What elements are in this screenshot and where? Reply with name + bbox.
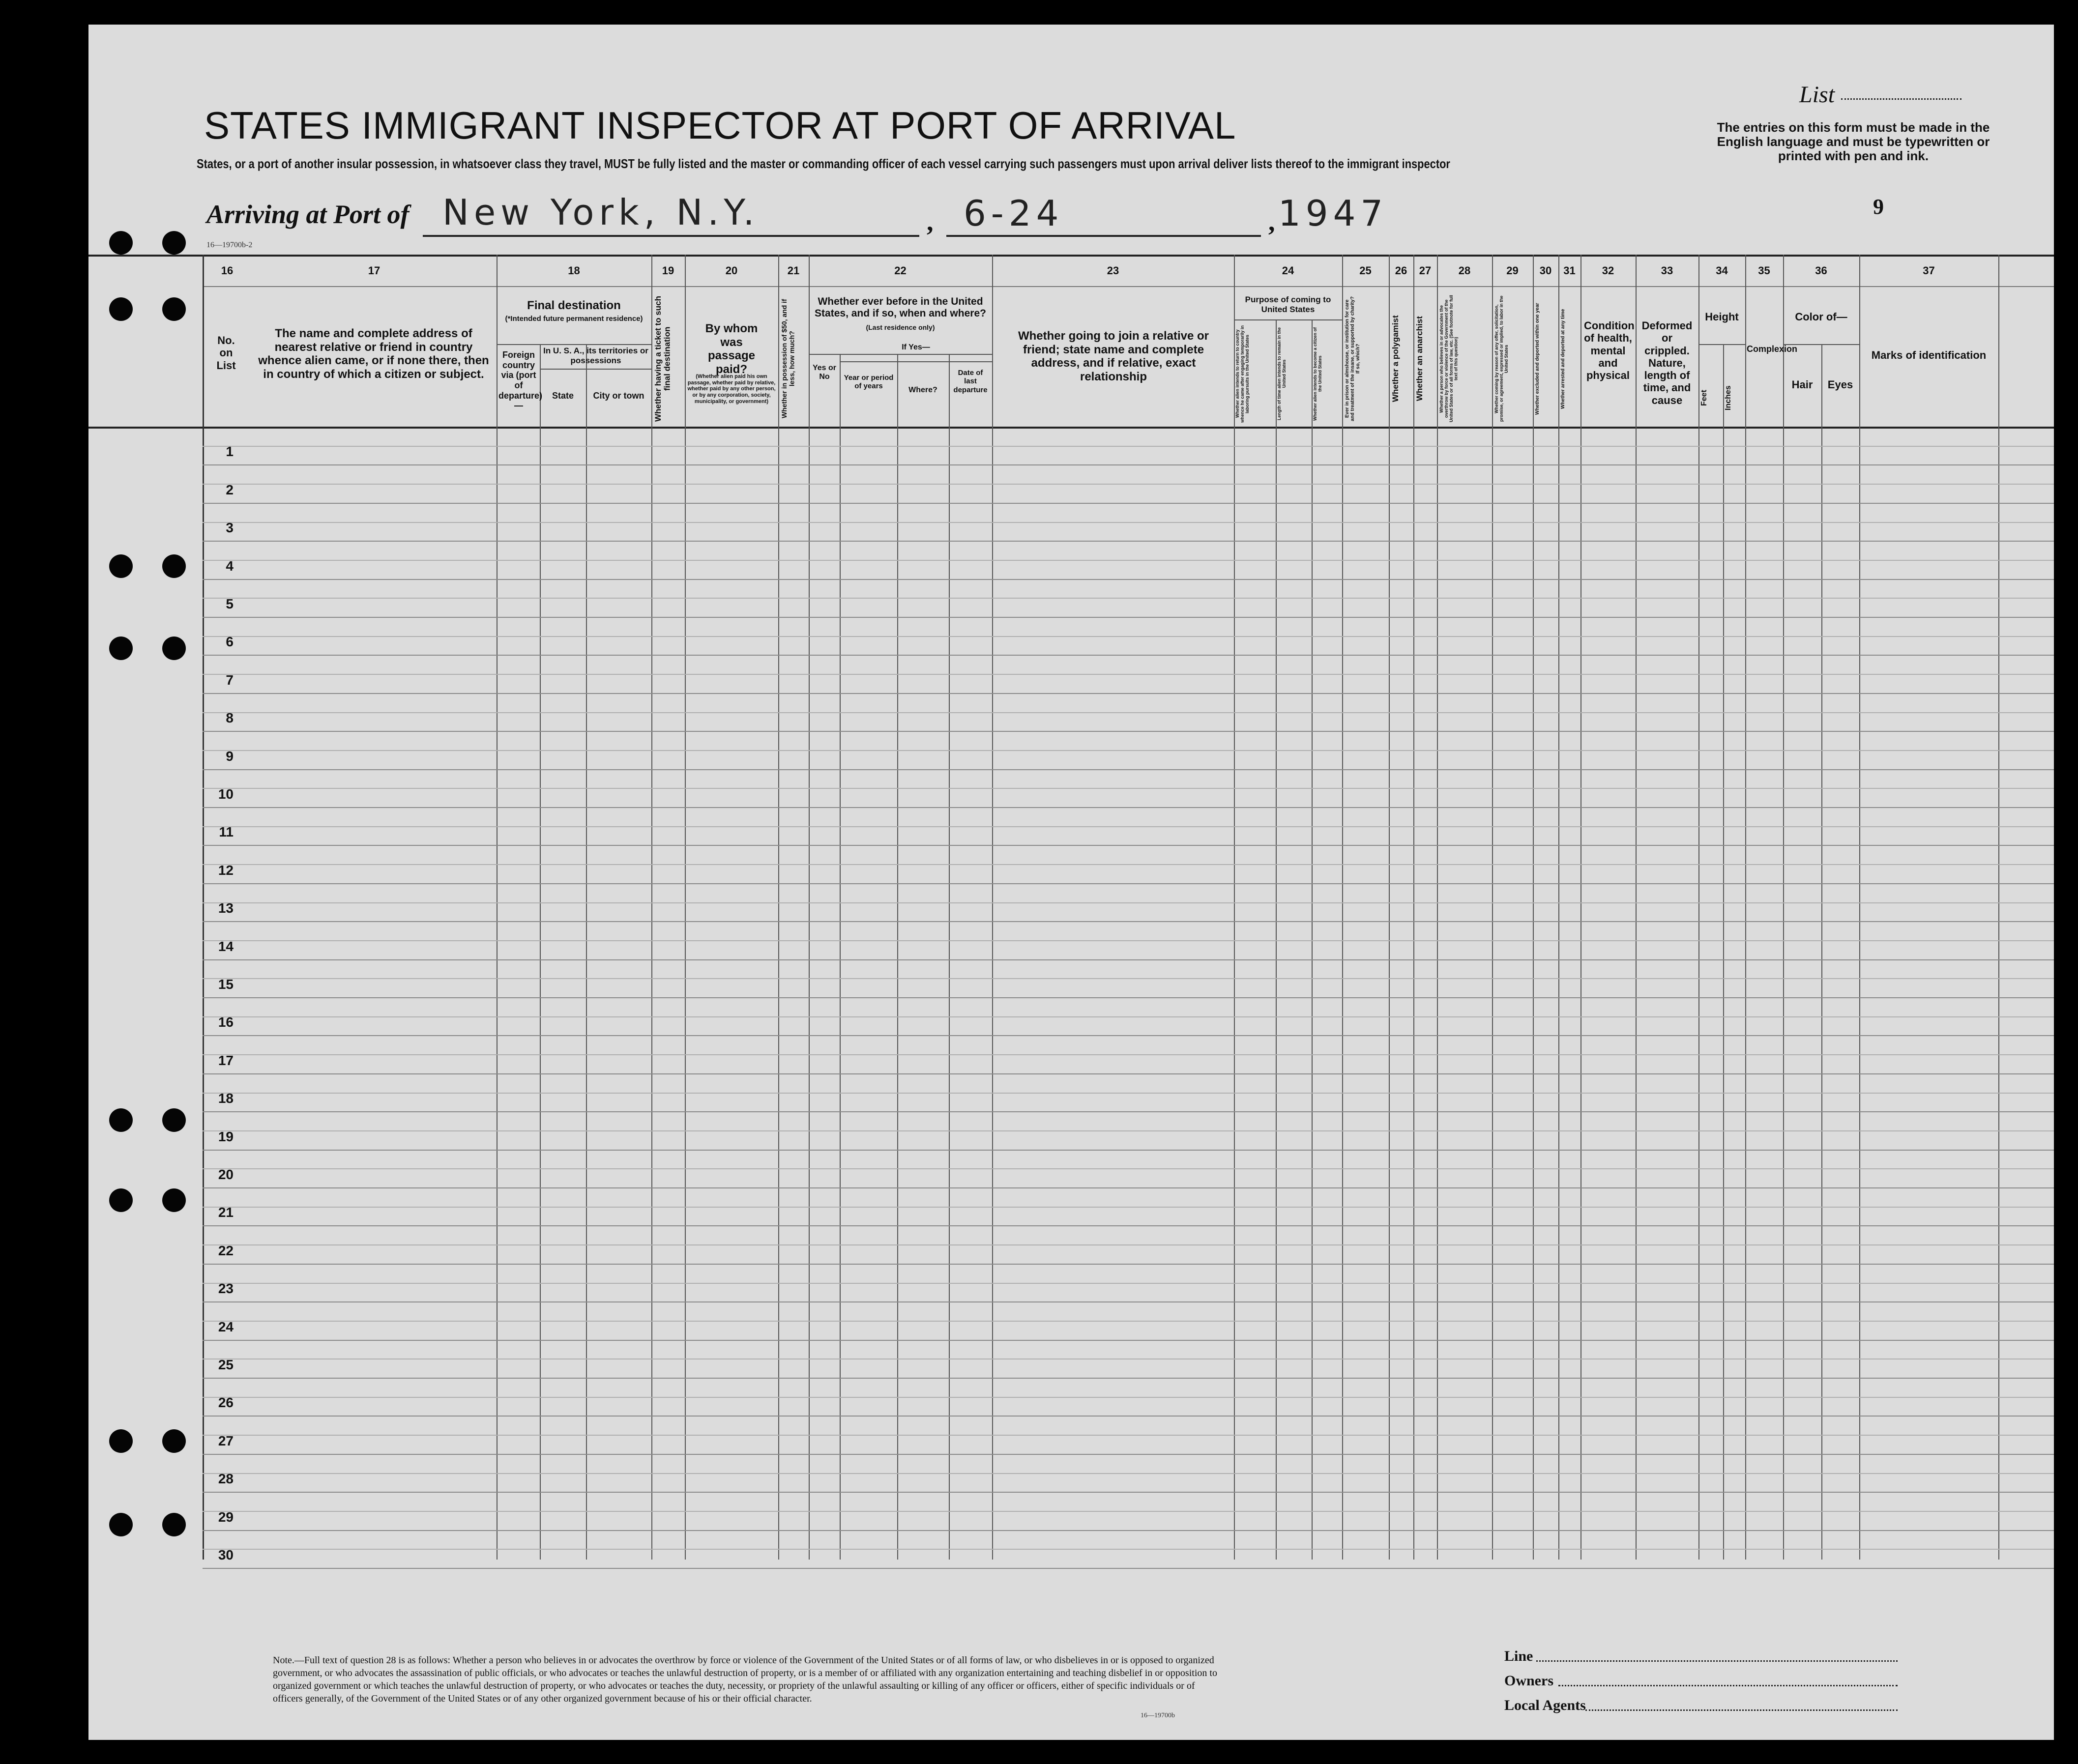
table-row-midline	[203, 750, 2054, 751]
arriving-label: Arriving at Port of	[206, 200, 410, 229]
header-overthrow: Whether a person who believes in or advocates the overthrow by force or violence of the Government of the United States or of all forms of law, etc. (See footnote for full text of this question)	[1439, 295, 1459, 423]
table-top-border	[88, 255, 2054, 257]
header-final-destination-sub: (*Intended future permanent residence)	[505, 315, 643, 323]
table-row-midline	[203, 1168, 2054, 1169]
table-row-midline	[203, 1283, 2054, 1284]
table-row-midline	[203, 446, 2054, 447]
table-row-midline	[203, 1130, 2054, 1131]
header-color-of: Color of—	[1795, 311, 1847, 323]
list-number-field[interactable]	[1841, 98, 1961, 100]
table-row-line	[203, 1416, 2054, 1417]
row-number: 7	[226, 672, 234, 688]
header-height: Height	[1705, 311, 1739, 323]
form-sheet	[88, 25, 2054, 1740]
table-row-line	[203, 1264, 2054, 1265]
header-going-to-join: Whether going to join a relative or friend; state name and complete address, and if relative, exact relationship	[1018, 329, 1209, 383]
header-purpose-a: Whether alien intends to return to country whence he came after engaging temporarily in laboring pursuits in the United States	[1235, 325, 1250, 423]
header-ever-before: Whether ever before in the United States, and if so, when and where?	[815, 296, 986, 319]
table-row-midline	[203, 1511, 2054, 1512]
table-row-midline	[203, 484, 2054, 485]
table-row-midline	[203, 978, 2054, 979]
row-number: 28	[218, 1471, 234, 1487]
table-row-line	[203, 503, 2054, 504]
header-foreign-country: Foreign country via (port of departure)—	[498, 350, 543, 411]
table-row-line	[203, 1568, 2054, 1569]
year-handwritten[interactable]: 1947	[1278, 193, 1388, 234]
table-row-line	[203, 807, 2054, 808]
punch-hole-icon	[109, 1513, 133, 1536]
line-field[interactable]	[1536, 1660, 1898, 1662]
header-purpose-b: Length of time alien intends to remain in the United States	[1277, 327, 1287, 421]
row-number: 27	[218, 1433, 234, 1448]
row-number: 5	[226, 596, 234, 611]
table-row-midline	[203, 1207, 2054, 1208]
punch-hole-icon	[162, 231, 186, 255]
row-number: 16	[218, 1014, 234, 1030]
table-row-line	[203, 464, 2054, 465]
comma-1: ,	[927, 207, 934, 236]
table-row-midline	[203, 826, 2054, 827]
header-feet: Feet	[1700, 390, 1708, 406]
port-handwritten[interactable]: New York, N.Y.	[442, 192, 760, 233]
row-number: 29	[218, 1509, 234, 1525]
header-prison: Ever in prison or almshouse, or institution for care and treatment of the insane, or supported by charity? If so, which?	[1345, 296, 1361, 421]
row-number: 17	[218, 1052, 234, 1068]
table-row-line	[203, 1150, 2054, 1151]
table-row-line	[203, 1378, 2054, 1379]
table-row-line	[203, 997, 2054, 998]
table-row-line	[203, 959, 2054, 960]
row-number: 23	[218, 1281, 234, 1297]
row-number: 9	[226, 748, 234, 764]
comma-2: ,	[1268, 207, 1275, 236]
row-number: 10	[218, 786, 234, 802]
row-number: 14	[218, 938, 234, 954]
table-row-midline	[203, 1549, 2054, 1550]
header-condition-health: Condition of health, mental and physical	[1584, 319, 1635, 382]
table-row-line	[203, 845, 2054, 846]
row-number: 20	[218, 1167, 234, 1182]
footnote-question-28: Note.—Full text of question 28 is as follows: Whether a person who believes in or advocates the overthrow by force or violence of the Government of the United States or of all forms of law, or who disbelieves in or is opposed to organized government, or who advocates the assassination of public officials, or who advocates or teaches the unlawful destruction of property, or is a member of or affiliated with any organization entertaining and teaching disbelief in or opposition to organized government or which teaches the unlawful destruction of property, or who advocates or teaches the duty, necessity, or propriety of the unlawful assaulting or killing of any officer or officers, either of specific individuals or of officers generally, of the Government of the United States or of any other organized government because of his or their official character.	[273, 1655, 1217, 1704]
page-title: STATES IMMIGRANT INSPECTOR AT PORT OF ARRIVAL	[204, 104, 1236, 147]
table-row-line	[203, 921, 2054, 922]
header-marks-identification: Marks of identification	[1871, 349, 1987, 361]
entries-note: The entries on this form must be made in the English language and must be typewritten or printed with pen and ink.	[1717, 120, 1990, 163]
page-number: 9	[1873, 195, 1884, 219]
table-row-midline	[203, 1244, 2054, 1245]
header-polygamist: Whether a polygamist	[1391, 315, 1400, 403]
row-number: 15	[218, 977, 234, 992]
row-number: 30	[218, 1547, 234, 1562]
row-number: 2	[226, 482, 234, 497]
table-row-midline	[203, 674, 2054, 675]
punch-hole-icon	[109, 1188, 133, 1212]
header-last-residence: (Last residence only)	[866, 323, 935, 331]
form-number-top: 16—19700b-2	[206, 241, 253, 249]
header-excluded-deported: Whether excluded and deported within one year	[1535, 303, 1540, 415]
punch-hole-icon	[109, 297, 133, 321]
row-number: 18	[218, 1091, 234, 1106]
punch-hole-icon	[162, 297, 186, 321]
table-row-midline	[203, 636, 2054, 637]
row-number: 26	[218, 1395, 234, 1411]
header-city-or-town: City or town	[593, 391, 644, 401]
row-number: 19	[218, 1128, 234, 1144]
table-row-midline	[203, 788, 2054, 789]
header-no-on-list: No. on List	[216, 334, 236, 372]
header-period-of-years: Year or period of years	[844, 374, 894, 391]
header-eyes: Eyes	[1827, 378, 1853, 391]
header-anarchist: Whether an anarchist	[1415, 316, 1424, 402]
row-number: 11	[219, 824, 234, 840]
table-row-midline	[203, 560, 2054, 561]
table-row-midline	[203, 1473, 2054, 1474]
table-row-line	[203, 1454, 2054, 1455]
punch-hole-icon	[162, 1188, 186, 1212]
header-date-last-departure: Date of last departure	[953, 369, 988, 394]
colnum-divider	[203, 286, 2054, 287]
table-row-line	[203, 731, 2054, 732]
header-ticket: Whether having a ticket to such final destination	[653, 296, 672, 422]
date-field-line	[946, 235, 1261, 237]
row-number: 13	[218, 900, 234, 916]
header-final-destination: Final destination	[527, 299, 621, 312]
form-number-bottom: 16—19700b	[1141, 1712, 1175, 1719]
table-row-line	[203, 1225, 2054, 1226]
punch-hole-icon	[162, 636, 186, 660]
row-number: 4	[226, 558, 234, 574]
port-field-line	[423, 235, 919, 237]
header-fifty-dollars: Whether in possession of $50, and if less, how much?	[780, 299, 796, 419]
header-arrested-deported: Whether arrested and deported at any time	[1560, 309, 1566, 409]
punch-hole-icon	[162, 1429, 186, 1453]
row-number: 25	[218, 1357, 234, 1372]
line-label: Line	[1504, 1648, 1533, 1664]
header-state: State	[552, 391, 574, 401]
row-number: 21	[218, 1205, 234, 1220]
table-row-line	[203, 541, 2054, 542]
header-if-yes: If Yes—	[902, 343, 930, 351]
date-handwritten[interactable]: 6-24	[964, 193, 1064, 234]
header-passage-paid: By whom was passage paid?	[705, 322, 758, 376]
header-purpose: Purpose of coming to United States	[1245, 295, 1331, 314]
table-row-line	[203, 1530, 2054, 1531]
table-row-midline	[203, 1321, 2054, 1322]
table-row-midline	[203, 1016, 2054, 1017]
punch-hole-icon	[109, 1108, 133, 1132]
row-number: 24	[218, 1319, 234, 1334]
header-purpose-c: Whether alien intends to become a citizen of the United States	[1313, 327, 1322, 421]
table-row-line	[203, 693, 2054, 694]
punch-hole-icon	[109, 554, 133, 578]
header-yes-or-no: Yes or No	[812, 364, 837, 381]
table-row-midline	[203, 1054, 2054, 1055]
punch-hole-icon	[109, 231, 133, 255]
header-passage-paid-sub: (Whether alien paid his own passage, whether paid by relative, whether paid by any other person, or by any corporation, society, municipality, or government)	[687, 374, 776, 405]
owners-field[interactable]	[1558, 1685, 1898, 1686]
header-deformed: Deformed or crippled. Nature, length of time, and cause	[1641, 319, 1693, 406]
table-row-midline	[203, 902, 2054, 903]
table-row-line	[203, 579, 2054, 580]
table-row-midline	[203, 1397, 2054, 1398]
table-row-line	[203, 769, 2054, 770]
table-row-midline	[203, 598, 2054, 599]
header-where: Where?	[908, 386, 937, 394]
punch-hole-icon	[162, 1108, 186, 1132]
header-hair: Hair	[1791, 378, 1813, 391]
table-row-line	[203, 1492, 2054, 1493]
table-row-line	[203, 883, 2054, 884]
table-row-midline	[203, 940, 2054, 941]
table-row-midline	[203, 1093, 2054, 1094]
table-row-line	[203, 1035, 2054, 1036]
table-row-midline	[203, 712, 2054, 713]
header-offer-to-labor: Whether coming by reason of any offer, solicitation, promise, or agreement, expressed or implied, to labor in the United States	[1494, 295, 1509, 422]
page-subtitle: States, or a port of another insular possession, in whatsoever class they travel, MUST be fully listed and the master or commanding officer of each vessel carrying such passengers must upon arrival deliver lists thereof to the immigrant inspector	[197, 156, 1450, 171]
owners-label: Owners	[1504, 1673, 1553, 1689]
table-row-line	[203, 1340, 2054, 1341]
table-row-line	[203, 617, 2054, 618]
punch-hole-icon	[109, 636, 133, 660]
local-agents-label: Local Agents	[1504, 1697, 1586, 1713]
punch-hole-icon	[162, 1513, 186, 1536]
row-number: 6	[226, 634, 234, 650]
punch-hole-icon	[162, 554, 186, 578]
header-nearest-relative: The name and complete address of nearest relative or friend in country whence alien came, or if none there, then in country of which a citizen or subject.	[258, 327, 489, 381]
table-row-line	[203, 1111, 2054, 1112]
table-row-midline	[203, 864, 2054, 865]
table-row-midline	[203, 522, 2054, 523]
header-inches: Inches	[1724, 385, 1732, 411]
header-in-usa: In U. S. A., its territories or possessions	[543, 346, 648, 365]
row-number: 8	[226, 710, 234, 726]
table-row-midline	[203, 1435, 2054, 1436]
row-number: 22	[218, 1243, 234, 1258]
local-agents-field[interactable]	[1585, 1709, 1898, 1711]
table-row-line	[203, 1301, 2054, 1302]
table-row-line	[203, 655, 2054, 656]
row-number: 3	[226, 520, 234, 536]
punch-hole-icon	[109, 1429, 133, 1453]
header-complexion: Complexion	[1747, 344, 1798, 354]
table-row-line	[203, 1187, 2054, 1188]
row-number: 12	[218, 862, 234, 878]
list-label: List	[1799, 82, 1835, 108]
table-row-line	[203, 1073, 2054, 1074]
header-bottom-border	[88, 427, 2054, 429]
row-number: 1	[226, 444, 234, 460]
